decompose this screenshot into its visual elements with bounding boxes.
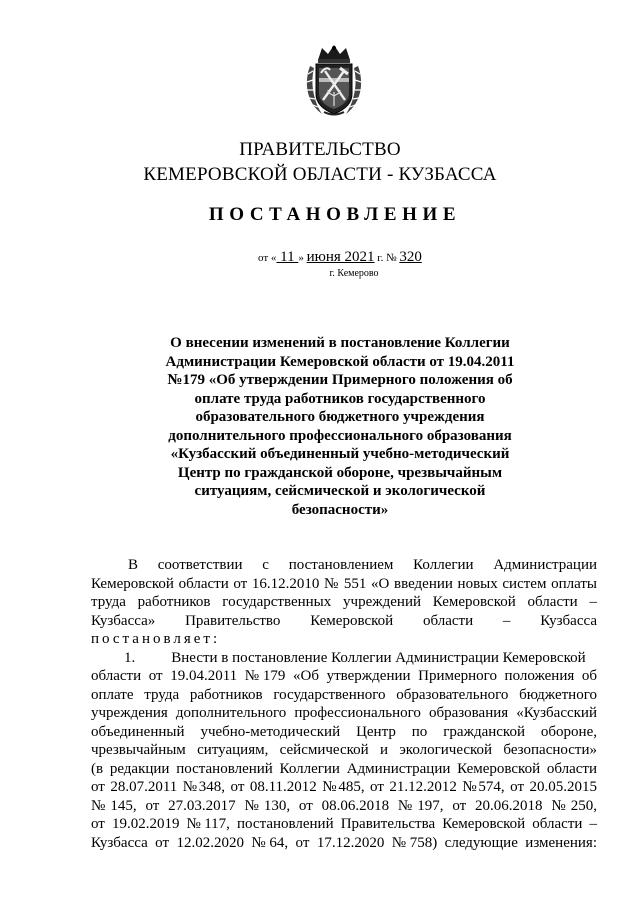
body-line: объединенный учебно-методический Центр по гражданской обороне,: [91, 723, 597, 740]
date-year-suffix: г. №: [374, 252, 400, 264]
government-name-line-1: ПРАВИТЕЛЬСТВО: [239, 139, 401, 160]
title-line: образовательного бюджетного учреждения: [195, 409, 485, 425]
title-line: дополнительного профессионального образования: [168, 427, 512, 444]
title-line: Администрации Кемеровской области от 19.04.2011: [165, 353, 515, 370]
title-line: №179 «Об утверждении Примерного положения об: [167, 372, 513, 388]
document-body: [91, 556, 597, 852]
body-line: труда работников государственных учреждений Кемеровской области –: [91, 594, 597, 610]
body-line: №145, от 27.03.2017 №130, от 08.06.2018 №197, от 20.06.2018 №250,: [91, 797, 597, 814]
body-line: от 28.07.2011 №348, от 08.11.2012 №485, от 21.12.2012 №574, от 20.05.2015: [91, 779, 597, 795]
body-line: Кузбасса от 12.02.2020 №64, от 17.12.2020 №758) следующие изменения:: [91, 834, 597, 851]
body-line: (в редакции постановлений Коллегии Администрации Кемеровской области: [91, 760, 597, 777]
document-city: г. Кемерово: [329, 268, 379, 279]
date-month-year: июня 2021: [306, 249, 375, 265]
body-line: учреждения дополнительного профессионального образования «Кузбасский: [91, 705, 597, 721]
document-date-number: [258, 249, 422, 266]
clause-number: 1.: [124, 649, 136, 666]
kuzbass-coat-of-arms-icon: [304, 44, 364, 118]
title-line: О внесении изменений в постановление Коллегии: [170, 335, 510, 351]
title-line: ситуациям, сейсмической и экологической: [194, 483, 486, 499]
clause-1-first-line: [91, 649, 597, 668]
title-line: оплате труда работников государственного: [194, 390, 486, 407]
document-title: [150, 334, 530, 519]
body-line: области от 19.04.2011 №179 «Об утверждении Примерного положения об: [91, 668, 597, 684]
body-resolves-word: постановляет:: [91, 631, 221, 647]
body-line: Кемеровской области от 16.12.2010 № 551 «О введении новых систем оплаты: [91, 575, 597, 592]
clause-first-text: Внести в постановление Коллегии Администрации Кемеровской: [171, 649, 586, 666]
body-line: Кузбасса» Правительство Кемеровской области – Кузбасса: [91, 612, 597, 629]
date-day: 11: [276, 249, 299, 265]
title-line: «Кузбасский объединенный учебно-методический: [170, 446, 510, 462]
body-line: от 19.02.2019 №117, постановлений Правительства Кемеровской области –: [91, 816, 597, 832]
date-mid: »: [298, 252, 307, 264]
date-prefix: от «: [258, 252, 277, 264]
title-line: Центр по гражданской обороне, чрезвычайным: [177, 464, 503, 481]
body-line: В соответствии с постановлением Коллегии Администрации: [128, 557, 597, 573]
body-line: чрезвычайным ситуациям, сейсмической и экологической безопасности»: [91, 742, 597, 758]
body-line: оплате труда работников государственного образовательного бюджетного: [91, 686, 597, 703]
document-number: 320: [399, 249, 422, 265]
government-name-line-2: КЕМЕРОВСКОЙ ОБЛАСТИ - КУЗБАССА: [143, 164, 497, 185]
document-type-heading: ПОСТАНОВЛЕНИЕ: [208, 204, 462, 225]
title-line: безопасности»: [291, 501, 389, 518]
